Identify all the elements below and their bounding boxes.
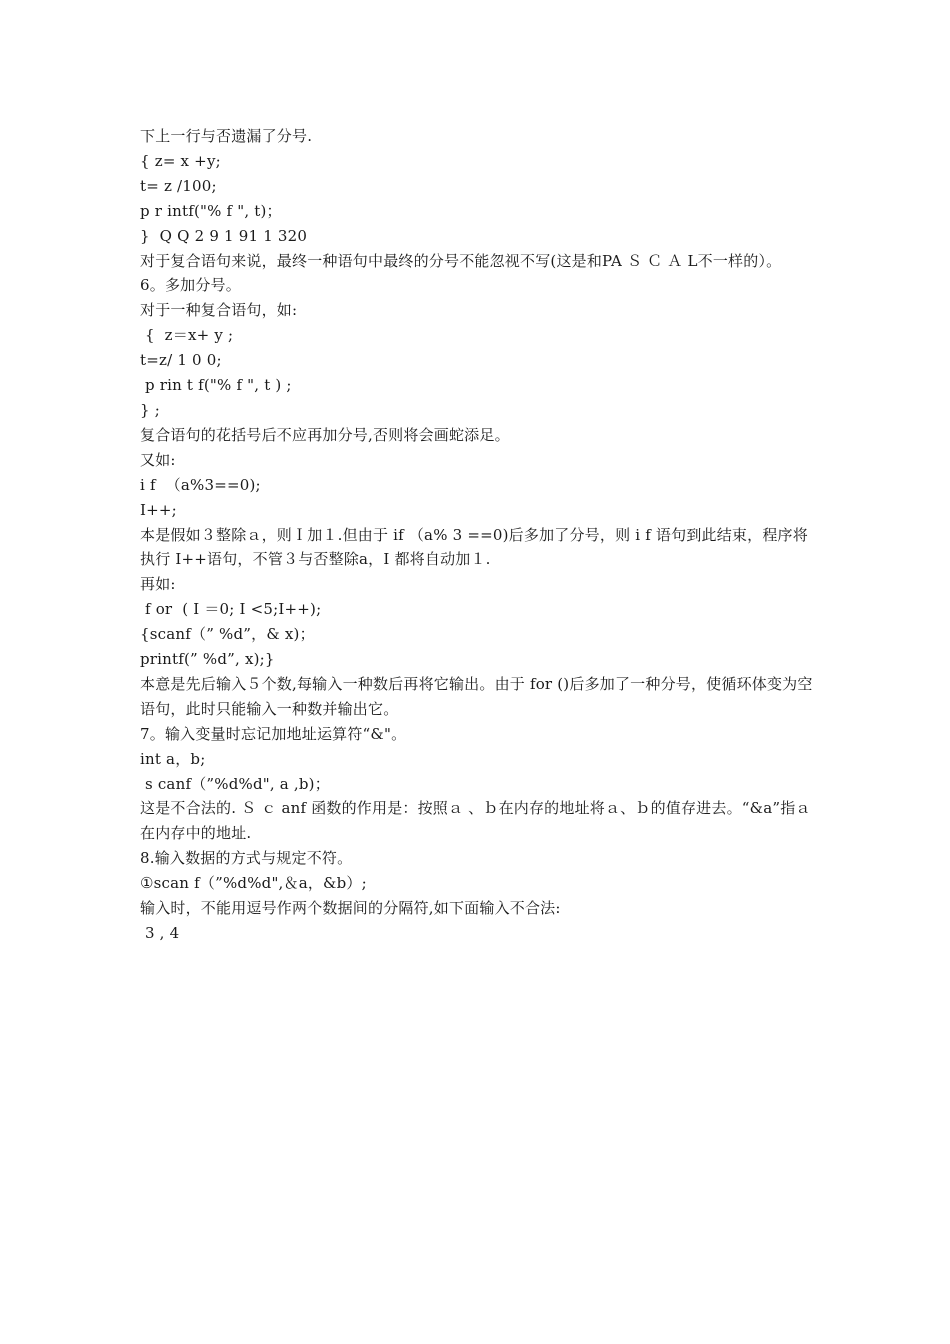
code-line: {scanf（” %d”，& x)； [140,625,315,644]
section-heading: 6。多加分号。 [140,276,241,295]
text-line: 下上一行与否遗漏了分号. [140,127,313,145]
code-line: } ; [140,400,160,419]
code-line: f or ( I ＝0; I <5;I++); [140,600,322,619]
code-line: { z＝x+ y ; [140,326,234,345]
text-line: 对于复合语句来说，最终一种语句中最终的分号不能忽视不写(这是和PA Ｓ Ｃ Ａ L不一样的）。 [140,251,782,270]
section-heading: 8.输入数据的方式与规定不符。 [140,849,353,868]
code-line: t= z /100; [140,176,217,195]
text-line: 输入时，不能用逗号作两个数据间的分隔符,如下面输入不合法: [140,899,561,918]
code-line: p rin t f("% f ", t ) ; [140,376,292,395]
section-heading: 7。输入变量时忘记加地址运算符“&"。 [140,724,407,743]
code-line: 3 , 4 [140,924,180,942]
code-line: ①scan f（”%d%d",＆a，&b）; [140,874,367,893]
text-line: 本意是先后输入５个数,每输入一种数后再将它输出。由于 for ()后多加了一种分号，使循环体变为空语句，此时只能输入一种数并输出它。 [140,674,813,718]
text-line: 对于一种复合语句，如: [140,301,298,320]
code-line: I++; [140,500,177,519]
code-line: p r intf("% f ", t)； [140,201,282,220]
code-line: int a，b; [140,749,206,768]
code-line: printf(” %d”, x);} [140,650,275,669]
text-line: 再如: [140,575,176,594]
document-body [140,124,820,946]
text-line: 复合语句的花括号后不应再加分号,否则将会画蛇添足。 [140,425,510,444]
text-line: 本是假如３整除ａ，则Ｉ加１.但由于 if （a% 3 ==0)后多加了分号，则 i f 语句到此结束，程序将执行 I++语句，不管３与否整除a，I 都将自动加１. [140,525,808,569]
code-line: } Q Q 2 9 1 91 1 320 [140,226,308,245]
text-line: 这是不合法的. Ｓ ｃ anf 函数的作用是：按照ａ 、ｂ在内存的地址将ａ、ｂ的值存进去。“&a”指ａ在内存中的地址. [140,799,811,843]
code-line: { z= x +y; [140,151,221,170]
code-line: i f （a%3==0); [140,475,261,494]
code-line: s canf（”%d%d", a ,b)； [140,774,330,793]
text-line: 又如: [140,450,176,469]
code-line: t=z/ 1 0 0; [140,351,222,370]
